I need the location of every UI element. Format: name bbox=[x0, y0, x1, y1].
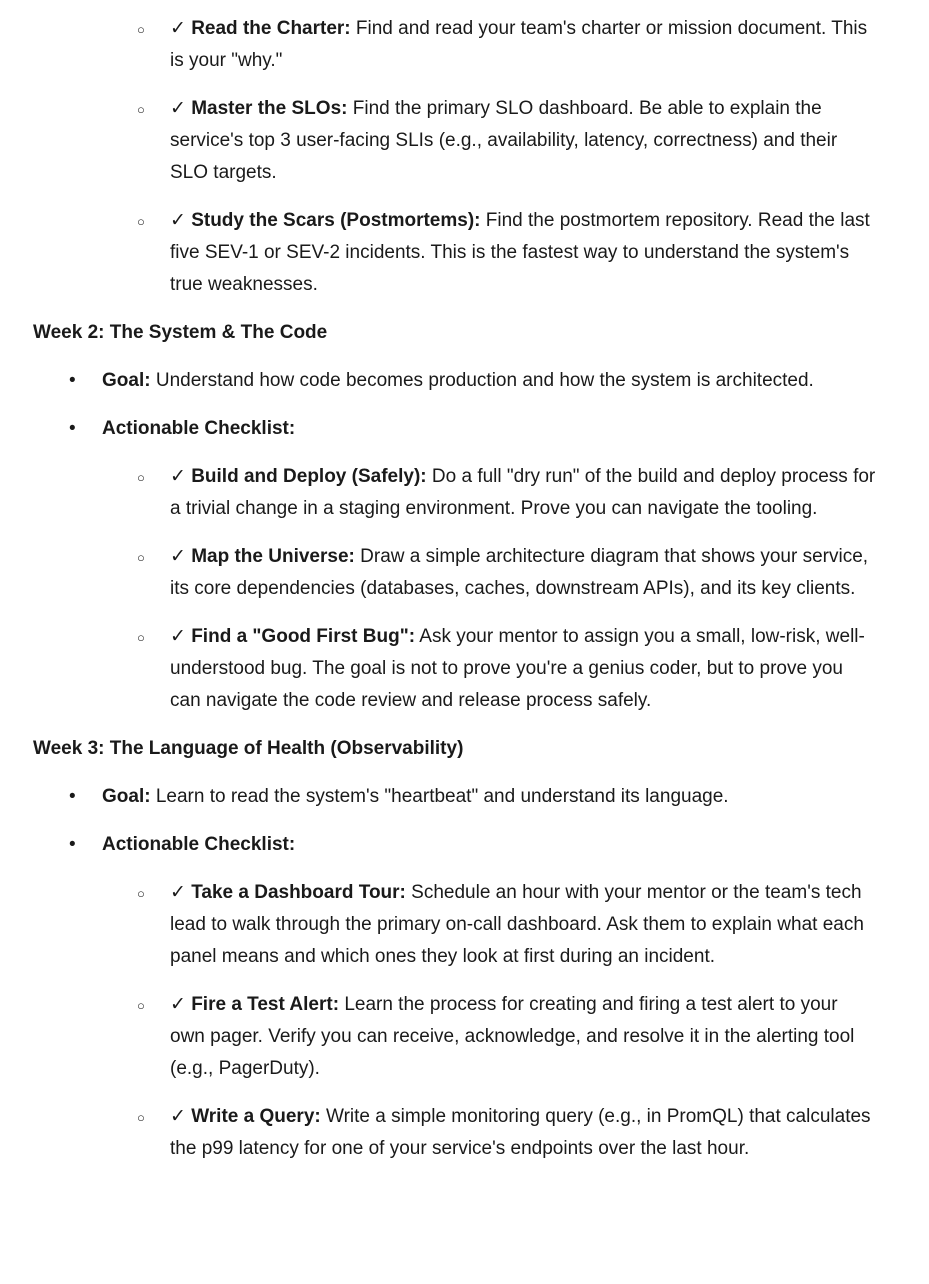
circle-bullet-icon: ○ bbox=[137, 550, 145, 565]
check-icon: ✓ bbox=[170, 546, 186, 567]
checklist-item bbox=[0, 877, 929, 973]
item-text: Do a full "dry run" of the build and deploy process for a trivial change in a staging environment. Prove you can navigate the tooling. bbox=[170, 466, 876, 519]
item-text: Learn the process for creating and firing a test alert to your own pager. Verify you can receive, acknowledge, and resolve it in the alerting tool (e.g., PagerDuty). bbox=[170, 994, 855, 1079]
check-icon: ✓ bbox=[170, 882, 186, 903]
checklist-header-item bbox=[0, 413, 929, 445]
checklist-header-item bbox=[0, 829, 929, 861]
item-text: Ask your mentor to assign you a small, low-risk, well-understood bug. The goal is not to prove you're a genius coder, but to prove you can navigate the code review and release process safely. bbox=[170, 626, 865, 711]
checklist-item bbox=[0, 541, 929, 605]
check-icon: ✓ bbox=[170, 18, 186, 39]
item-label: Find a "Good First Bug": bbox=[191, 626, 416, 647]
goal-text: Learn to read the system's "heartbeat" and understand its language. bbox=[155, 786, 729, 807]
item-label: Build and Deploy (Safely): bbox=[191, 466, 427, 487]
checklist-item bbox=[0, 989, 929, 1085]
item-text: Schedule an hour with your mentor or the team's tech lead to walk through the primary on-call dashboard. Ask them to explain what each panel means and which ones they look at first during an incident. bbox=[170, 882, 864, 967]
checklist-item bbox=[0, 13, 929, 77]
goal-label: Goal: bbox=[102, 370, 151, 391]
dot-bullet-icon: • bbox=[69, 834, 76, 855]
check-icon: ✓ bbox=[170, 994, 186, 1015]
circle-bullet-icon: ○ bbox=[137, 470, 145, 485]
item-text: Write a simple monitoring query (e.g., in PromQL) that calculates the p99 latency for one of your service's endpoints over the last hour. bbox=[170, 1106, 871, 1159]
section-heading: Week 3: The Language of Health (Observability) bbox=[33, 738, 464, 759]
circle-bullet-icon: ○ bbox=[137, 998, 145, 1013]
checklist-item bbox=[0, 461, 929, 525]
checklist-item bbox=[0, 93, 929, 189]
section-heading: Week 2: The System & The Code bbox=[33, 322, 328, 343]
goal-text: Understand how code becomes production and how the system is architected. bbox=[155, 370, 814, 391]
checklist-header-label: Actionable Checklist: bbox=[102, 418, 296, 439]
goal-label: Goal: bbox=[102, 786, 151, 807]
checklist-header-label: Actionable Checklist: bbox=[102, 834, 296, 855]
circle-bullet-icon: ○ bbox=[137, 214, 145, 229]
item-text: Draw a simple architecture diagram that shows your service, its core dependencies (databases, caches, downstream APIs), and its key clients. bbox=[170, 546, 869, 599]
item-text: Find the postmortem repository. Read the last five SEV-1 or SEV-2 incidents. This is the fastest way to understand the system's true weaknesses. bbox=[170, 210, 870, 295]
circle-bullet-icon: ○ bbox=[137, 1110, 145, 1125]
check-icon: ✓ bbox=[170, 98, 186, 119]
check-icon: ✓ bbox=[170, 210, 186, 231]
check-icon: ✓ bbox=[170, 1106, 186, 1127]
item-label: Map the Universe: bbox=[191, 546, 355, 567]
dot-bullet-icon: • bbox=[69, 786, 76, 807]
item-label: Master the SLOs: bbox=[191, 98, 348, 119]
goal-item bbox=[0, 365, 929, 397]
item-label: Read the Charter: bbox=[191, 18, 351, 39]
check-icon: ✓ bbox=[170, 466, 186, 487]
circle-bullet-icon: ○ bbox=[137, 630, 145, 645]
item-label: Take a Dashboard Tour: bbox=[191, 882, 406, 903]
goal-item bbox=[0, 781, 929, 813]
item-label: Study the Scars (Postmortems): bbox=[191, 210, 481, 231]
circle-bullet-icon: ○ bbox=[137, 102, 145, 117]
item-label: Write a Query: bbox=[191, 1106, 321, 1127]
item-text: Find the primary SLO dashboard. Be able to explain the service's top 3 user-facing SLIs (e.g., availability, latency, correctness) and their SLO targets. bbox=[170, 98, 838, 183]
item-label: Fire a Test Alert: bbox=[191, 994, 340, 1015]
item-text: Find and read your team's charter or mission document. This is your "why." bbox=[170, 18, 868, 71]
dot-bullet-icon: • bbox=[69, 370, 76, 391]
circle-bullet-icon: ○ bbox=[137, 886, 145, 901]
check-icon: ✓ bbox=[170, 626, 186, 647]
checklist-item bbox=[0, 205, 929, 301]
checklist-item bbox=[0, 621, 929, 717]
circle-bullet-icon: ○ bbox=[137, 22, 145, 37]
dot-bullet-icon: • bbox=[69, 418, 76, 439]
checklist-item bbox=[0, 1101, 929, 1165]
